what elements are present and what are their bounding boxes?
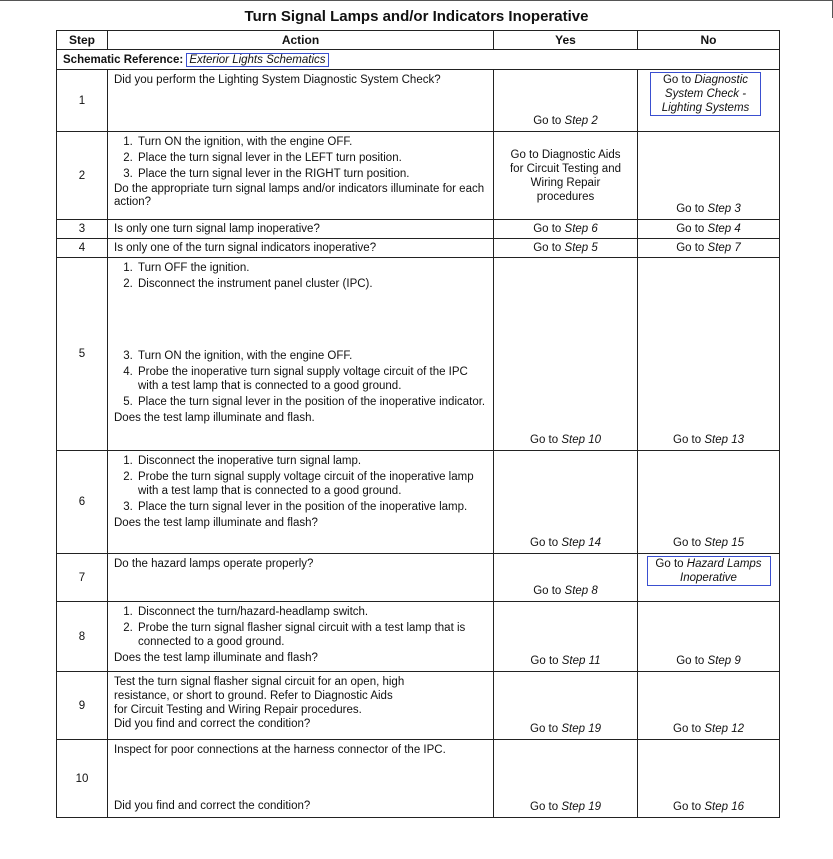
yes-step-link[interactable]: Step 2 (564, 115, 598, 127)
go-to-label: Go to (530, 723, 559, 735)
action-question: Does the test lamp illuminate and flash? (114, 652, 318, 664)
action-step: 1. Disconnect the inoperative turn signal lamp. (136, 454, 487, 468)
spacer (114, 757, 487, 799)
action-question: Do the hazard lamps operate properly? (114, 558, 314, 570)
step-number: 6 (57, 451, 108, 554)
action-line: Test the turn signal flasher signal circuit for an open, high (114, 676, 405, 688)
action-question: Did you perform the Lighting System Diagnostic System Check? (114, 74, 441, 86)
step-number: 1 (57, 70, 108, 132)
action-question: Did you find and correct the condition? (114, 718, 311, 730)
action-line: resistance, or short to ground. Refer to Diagnostic Aids (114, 690, 393, 702)
no-cell (638, 740, 780, 818)
action-step: 4. Probe the inoperative turn signal supply voltage circuit of the IPC with a test lamp that is connected to a good ground. (136, 365, 487, 393)
yes-step-link[interactable]: Step 19 (561, 801, 601, 813)
yes-cell (494, 258, 638, 451)
step-number: 2 (57, 132, 108, 220)
no-cell (638, 258, 780, 451)
go-to-label: Go to (533, 115, 562, 127)
action-step: 2. Probe the turn signal supply voltage circuit of the inoperative lamp with a test lamp that is connected to a good ground. (136, 470, 487, 498)
step-number: 9 (57, 672, 108, 740)
step-number: 10 (57, 740, 108, 818)
action-step: 2. Place the turn signal lever in the LEFT turn position. (136, 151, 487, 165)
go-to-label: Go to (530, 655, 559, 667)
no-step-link[interactable]: Step 3 (707, 203, 741, 215)
action-line: Inspect for poor connections at the harness connector of the IPC. (114, 744, 446, 756)
go-to-label: Go to (673, 537, 702, 549)
table-row (57, 451, 780, 554)
action-cell (108, 554, 494, 602)
action-step: 3. Turn ON the ignition, with the engine OFF. (136, 349, 487, 363)
no-step-link[interactable]: Step 13 (704, 434, 744, 446)
yes-cell (494, 70, 638, 132)
table-row (57, 554, 780, 602)
yes-text: Go to Diagnostic Aids for Circuit Testing and Wiring Repair procedures (509, 148, 621, 203)
schematic-row (57, 50, 780, 70)
action-steps (114, 261, 487, 291)
action-question: Did you find and correct the condition? (114, 800, 311, 812)
action-step: 3. Place the turn signal lever in the position of the inoperative lamp. (136, 500, 487, 514)
action-question: Do the appropriate turn signal lamps and/or indicators illuminate for each action? (114, 183, 485, 208)
header-action: Action (108, 31, 494, 50)
yes-step-link[interactable]: Step 11 (561, 655, 601, 667)
action-step: 2. Disconnect the instrument panel cluster (IPC). (136, 277, 487, 291)
action-cell (108, 258, 494, 451)
action-step: 2. Probe the turn signal flasher signal circuit with a test lamp that is connected to a good ground. (136, 621, 487, 649)
go-to-label: Go to (655, 558, 684, 570)
no-cell (638, 220, 780, 239)
go-to-label: Go to (530, 801, 559, 813)
yes-step-link[interactable]: Step 10 (561, 434, 601, 446)
step-number: 8 (57, 602, 108, 672)
header-step: Step (57, 31, 108, 50)
action-question: Is only one of the turn signal indicators inoperative? (108, 239, 494, 258)
header-yes: Yes (494, 31, 638, 50)
go-to-label: Go to (673, 801, 702, 813)
no-link[interactable]: Hazard Lamps Inoperative (680, 558, 762, 584)
no-link-block[interactable] (647, 556, 771, 586)
yes-cell (494, 672, 638, 740)
go-to-label: Go to (533, 223, 562, 235)
go-to-label: Go to (530, 537, 559, 549)
go-to-label: Go to (676, 203, 705, 215)
header-no: No (638, 31, 780, 50)
action-cell (108, 602, 494, 672)
step-number: 7 (57, 554, 108, 602)
header-row (57, 31, 780, 50)
schematic-link[interactable]: Exterior Lights Schematics (186, 53, 328, 67)
no-step-link[interactable]: Step 12 (704, 723, 744, 735)
schematic-reference (57, 50, 780, 70)
go-to-label: Go to (530, 434, 559, 446)
table-row (57, 220, 780, 239)
top-rule (0, 0, 833, 1)
action-cell (108, 672, 494, 740)
action-question: Does the test lamp illuminate and flash? (114, 517, 318, 529)
no-cell (638, 602, 780, 672)
no-cell (638, 70, 780, 132)
yes-cell (494, 554, 638, 602)
action-question: Does the test lamp illuminate and flash. (114, 412, 315, 424)
table-row (57, 740, 780, 818)
no-cell (638, 239, 780, 258)
step-number: 3 (57, 220, 108, 239)
yes-cell (494, 451, 638, 554)
no-step-link[interactable]: Step 7 (707, 242, 741, 254)
action-step: 3. Place the turn signal lever in the RIGHT turn position. (136, 167, 487, 181)
yes-step-link[interactable]: Step 19 (561, 723, 601, 735)
no-cell (638, 132, 780, 220)
diagnostic-table (56, 30, 780, 818)
table-row (57, 258, 780, 451)
go-to-label: Go to (676, 655, 705, 667)
action-step: 1. Turn ON the ignition, with the engine OFF. (136, 135, 487, 149)
table-row (57, 70, 780, 132)
go-to-label: Go to (673, 434, 702, 446)
table-row (57, 672, 780, 740)
action-step: 1. Turn OFF the ignition. (136, 261, 487, 275)
spacer (114, 293, 487, 349)
action-steps (114, 605, 487, 649)
go-to-label: Go to (533, 585, 562, 597)
go-to-label: Go to (673, 723, 702, 735)
yes-cell (494, 602, 638, 672)
action-steps (114, 135, 487, 181)
no-step-link[interactable]: Step 16 (704, 801, 744, 813)
yes-step-link[interactable]: Step 5 (564, 242, 598, 254)
action-steps (114, 454, 487, 514)
table-row (57, 239, 780, 258)
action-cell (108, 451, 494, 554)
no-link-block[interactable] (650, 72, 761, 116)
yes-step-link[interactable]: Step 8 (564, 585, 598, 597)
go-to-label: Go to (676, 223, 705, 235)
no-step-link[interactable]: Step 9 (707, 655, 741, 667)
step-number: 5 (57, 258, 108, 451)
go-to-label: Go to (676, 242, 705, 254)
no-step-link[interactable]: Step 15 (704, 537, 744, 549)
no-link[interactable]: Diagnostic System Check - Lighting Systems (661, 74, 750, 114)
action-cell (108, 70, 494, 132)
yes-step-link[interactable]: Step 6 (564, 223, 598, 235)
no-cell (638, 672, 780, 740)
yes-cell (494, 132, 638, 220)
action-question: Is only one turn signal lamp inoperative? (108, 220, 494, 239)
action-line: for Circuit Testing and Wiring Repair procedures. (114, 704, 362, 716)
no-cell (638, 554, 780, 602)
table-row (57, 132, 780, 220)
go-to-label: Go to (662, 74, 692, 86)
yes-cell (494, 220, 638, 239)
yes-step-link[interactable]: Step 14 (561, 537, 601, 549)
yes-cell (494, 740, 638, 818)
action-step: 1. Disconnect the turn/hazard-headlamp switch. (136, 605, 487, 619)
no-cell (638, 451, 780, 554)
go-to-label: Go to (533, 242, 562, 254)
action-step: 5. Place the turn signal lever in the position of the inoperative indicator. (136, 395, 487, 409)
step-number: 4 (57, 239, 108, 258)
table-row (57, 602, 780, 672)
page-title: Turn Signal Lamps and/or Indicators Inoperative (244, 8, 589, 25)
no-step-link[interactable]: Step 4 (707, 223, 741, 235)
yes-cell (494, 239, 638, 258)
action-cell (108, 740, 494, 818)
action-steps (114, 349, 487, 409)
action-cell (108, 132, 494, 220)
schematic-label: Schematic Reference: (63, 53, 184, 66)
